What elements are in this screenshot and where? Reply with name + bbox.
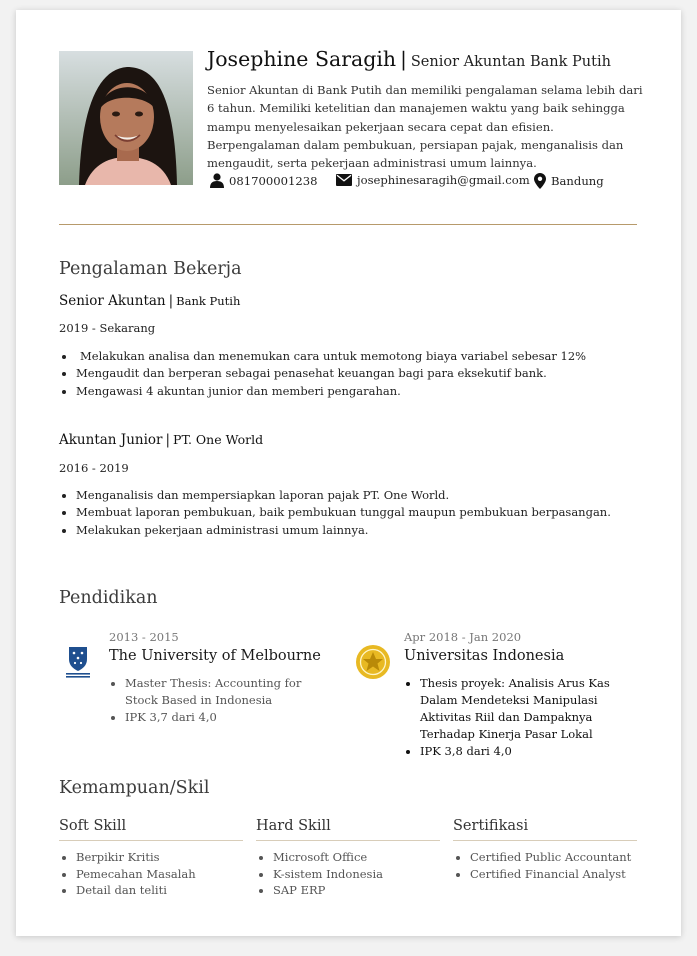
skill-column-soft (59, 818, 243, 899)
list-item: • Microsoft Office (273, 849, 440, 866)
header-divider (59, 224, 637, 225)
skill-column-title: Hard Skill (256, 818, 331, 834)
job-title: Senior Akuntan Bank Putih (410, 54, 611, 70)
skill-list (59, 849, 243, 899)
email-address: josephinesaragih@gmail.com (357, 173, 530, 187)
school-name: The University of Melbourne (109, 648, 321, 664)
job-2-role: Akuntan Junior (59, 432, 163, 448)
list-item: • Certified Public Accountant (470, 849, 637, 866)
job-2-separator: | (165, 432, 171, 448)
job-1-role: Senior Akuntan (59, 293, 166, 309)
skill-column-title: Sertifikasi (453, 818, 529, 834)
location-text: Bandung (551, 174, 604, 188)
education-period: 2013 - 2015 (109, 630, 179, 644)
envelope-icon (336, 174, 352, 186)
job-2-bullets (59, 487, 666, 539)
list-item: • K-sistem Indonesia (273, 866, 440, 883)
contact-bar (210, 173, 650, 193)
map-pin-icon (534, 173, 546, 189)
resume-page (16, 10, 681, 936)
skill-column-divider (59, 840, 243, 841)
list-item: • Master Thesis: Accounting for Stock Based in Indonesia (125, 675, 330, 709)
list-item: • Melakukan pekerjaan administrasi umum lainnya. (76, 522, 666, 539)
name-line (207, 44, 647, 77)
skill-column-divider (453, 840, 637, 841)
full-name: Josephine Saragih (207, 47, 397, 71)
education-heading: Pendidikan (59, 588, 158, 608)
list-item: • Thesis proyek: Analisis Arus Kas Dalam Mendeteksi Manipulasi Aktivitas Riil dan Dampaknya Terhadap Kinerja Pasar Lokal (420, 675, 645, 743)
skill-column-hard (256, 818, 440, 899)
list-item: • Pemecahan Masalah (76, 866, 243, 883)
job-1-title (59, 290, 240, 309)
list-item: • Melakukan analisa dan menemukan cara untuk memotong biaya variabel sebesar 12% (76, 348, 666, 365)
list-item: • Certified Financial Analyst (470, 866, 637, 883)
list-item: • Mengawasi 4 akuntan junior dan memberi pengarahan. (76, 383, 666, 400)
list-item: • Mengaudit dan berperan sebagai penasehat keuangan bagi para eksekutif bank. (76, 365, 666, 382)
university-crest-icon (60, 644, 96, 680)
job-2-company: PT. One World (173, 432, 264, 447)
list-item: • SAP ERP (273, 882, 440, 899)
education-period: Apr 2018 - Jan 2020 (404, 630, 522, 644)
profile-summary: Senior Akuntan di Bank Putih dan memiliki pengalaman selama lebih dari 6 tahun. Memiliki ketelitian dan manajemen waktu yang baik sehingga mampu menyelesaikan pekerjaan secara cepat dan efisien. Berpengalaman dalam pembukuan, persiapan pajak, menganalisis dan mengaudit, serta pekerjaan administrasi umum lainnya. (207, 83, 643, 171)
profile-photo (59, 51, 193, 185)
school-name: Universitas Indonesia (404, 648, 565, 664)
job-2-title (59, 429, 263, 448)
name-separator: | (400, 47, 407, 71)
profile-header (207, 44, 647, 172)
list-item: • Menganalisis dan mempersiapkan laporan pajak PT. One World. (76, 487, 666, 504)
list-item: • IPK 3,8 dari 4,0 (420, 743, 645, 760)
skill-column-certifications (453, 818, 637, 882)
contact-email (336, 173, 530, 187)
list-item: • Detail dan teliti (76, 882, 243, 899)
makara-emblem-icon (355, 644, 391, 680)
phone-number: 081700001238 (229, 173, 318, 188)
skill-column-title: Soft Skill (59, 818, 127, 834)
list-item: • Membuat laporan pembukuan, baik pembukuan tunggal maupun pembukuan berpasangan. (76, 504, 666, 521)
education-item-ui (355, 630, 645, 758)
person-icon (210, 173, 224, 188)
job-1-period: 2019 - Sekarang (59, 321, 156, 335)
contact-phone (210, 173, 318, 188)
job-1-bullets (59, 348, 666, 400)
skill-list (453, 849, 637, 882)
education-bullets (404, 675, 645, 760)
job-2-period: 2016 - 2019 (59, 461, 129, 475)
list-item: • Berpikir Kritis (76, 849, 243, 866)
skill-list (256, 849, 440, 899)
skill-column-divider (256, 840, 440, 841)
education-bullets (109, 675, 330, 726)
contact-location (534, 173, 604, 189)
skills-heading: Kemampuan/Skil (59, 778, 210, 798)
job-1-company: Bank Putih (176, 294, 241, 308)
experience-heading: Pengalaman Bekerja (59, 259, 242, 279)
education-item-melbourne (60, 630, 350, 740)
list-item: • IPK 3,7 dari 4,0 (125, 709, 330, 726)
job-1-separator: | (168, 293, 174, 309)
